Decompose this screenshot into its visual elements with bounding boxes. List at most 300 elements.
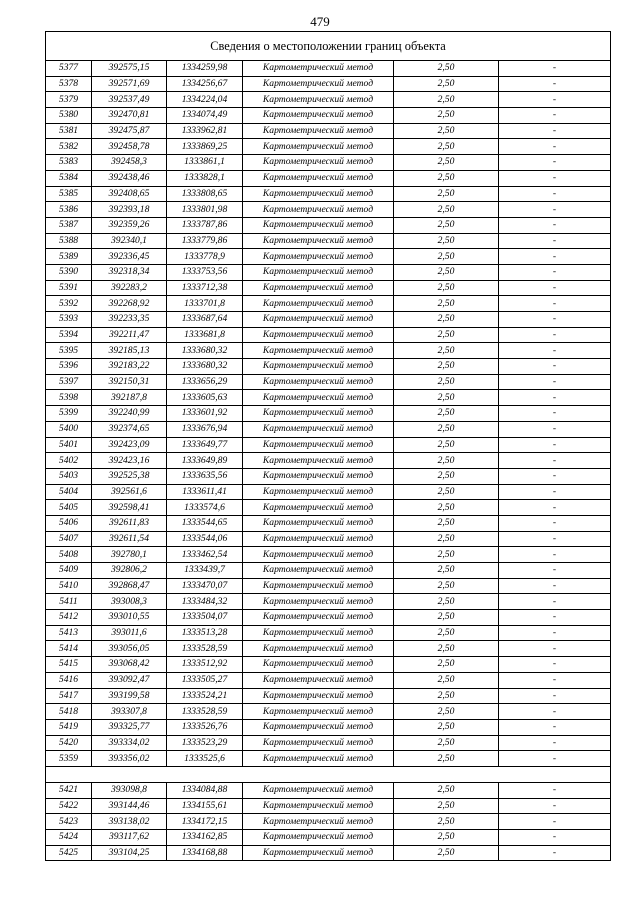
accuracy-cell: 2,50: [394, 641, 499, 657]
y-coordinate-cell: 1333525,6: [167, 751, 243, 767]
description-cell: -: [499, 123, 611, 139]
y-coordinate-cell: 1333869,25: [167, 139, 243, 155]
accuracy-cell: 2,50: [394, 374, 499, 390]
point-number-cell: 5416: [46, 672, 92, 688]
y-coordinate-cell: 1333962,81: [167, 123, 243, 139]
point-number-cell: 5419: [46, 719, 92, 735]
method-cell: Картометрический метод: [243, 578, 394, 594]
y-coordinate-cell: 1333523,29: [167, 735, 243, 751]
description-cell: -: [499, 327, 611, 343]
point-number-cell: 5405: [46, 500, 92, 516]
method-cell: Картометрический метод: [243, 327, 394, 343]
accuracy-cell: 2,50: [394, 390, 499, 406]
x-coordinate-cell: 392475,87: [92, 123, 167, 139]
y-coordinate-cell: 1333687,64: [167, 312, 243, 328]
description-cell: -: [499, 406, 611, 422]
x-coordinate-cell: 392598,41: [92, 500, 167, 516]
description-cell: -: [499, 814, 611, 830]
accuracy-cell: 2,50: [394, 202, 499, 218]
accuracy-cell: 2,50: [394, 343, 499, 359]
point-number-cell: 5387: [46, 217, 92, 233]
boundary-coordinates-table: [45, 31, 611, 861]
description-cell: -: [499, 76, 611, 92]
x-coordinate-cell: 392571,69: [92, 76, 167, 92]
description-cell: -: [499, 421, 611, 437]
table-row: [46, 578, 611, 594]
y-coordinate-cell: 1333681,8: [167, 327, 243, 343]
table-row: [46, 531, 611, 547]
x-coordinate-cell: 392611,83: [92, 515, 167, 531]
table-row: [46, 108, 611, 124]
accuracy-cell: 2,50: [394, 735, 499, 751]
table-row: [46, 657, 611, 673]
description-cell: -: [499, 798, 611, 814]
accuracy-cell: 2,50: [394, 719, 499, 735]
y-coordinate-cell: 1333787,86: [167, 217, 243, 233]
method-cell: Картометрический метод: [243, 92, 394, 108]
x-coordinate-cell: 392438,46: [92, 170, 167, 186]
point-number-cell: 5413: [46, 625, 92, 641]
point-number-cell: 5422: [46, 798, 92, 814]
point-number-cell: 5378: [46, 76, 92, 92]
method-cell: Картометрический метод: [243, 641, 394, 657]
table-row: [46, 500, 611, 516]
table-title-row: [46, 32, 611, 61]
point-number-cell: 5407: [46, 531, 92, 547]
description-cell: -: [499, 594, 611, 610]
method-cell: Картометрический метод: [243, 296, 394, 312]
method-cell: Картометрический метод: [243, 108, 394, 124]
y-coordinate-cell: 1333676,94: [167, 421, 243, 437]
point-number-cell: 5415: [46, 657, 92, 673]
point-number-cell: 5401: [46, 437, 92, 453]
y-coordinate-cell: 1333504,07: [167, 610, 243, 626]
point-number-cell: 5418: [46, 704, 92, 720]
point-number-cell: 5425: [46, 845, 92, 861]
accuracy-cell: 2,50: [394, 688, 499, 704]
x-coordinate-cell: 392393,18: [92, 202, 167, 218]
table-row: [46, 437, 611, 453]
description-cell: -: [499, 202, 611, 218]
accuracy-cell: 2,50: [394, 610, 499, 626]
accuracy-cell: 2,50: [394, 751, 499, 767]
point-number-cell: 5417: [46, 688, 92, 704]
y-coordinate-cell: 1334084,88: [167, 782, 243, 798]
description-cell: -: [499, 108, 611, 124]
accuracy-cell: 2,50: [394, 217, 499, 233]
table-row: [46, 625, 611, 641]
y-coordinate-cell: 1333524,21: [167, 688, 243, 704]
accuracy-cell: 2,50: [394, 798, 499, 814]
accuracy-cell: 2,50: [394, 280, 499, 296]
description-cell: -: [499, 610, 611, 626]
description-cell: -: [499, 625, 611, 641]
description-cell: -: [499, 453, 611, 469]
description-cell: -: [499, 641, 611, 657]
table-row: [46, 845, 611, 861]
table-row: [46, 343, 611, 359]
y-coordinate-cell: 1333828,1: [167, 170, 243, 186]
x-coordinate-cell: 393092,47: [92, 672, 167, 688]
description-cell: -: [499, 515, 611, 531]
point-number-cell: 5414: [46, 641, 92, 657]
table-row: [46, 139, 611, 155]
point-number-cell: 5420: [46, 735, 92, 751]
point-number-cell: 5388: [46, 233, 92, 249]
point-number-cell: 5424: [46, 830, 92, 846]
x-coordinate-cell: 392283,2: [92, 280, 167, 296]
accuracy-cell: 2,50: [394, 814, 499, 830]
description-cell: -: [499, 782, 611, 798]
method-cell: Картометрический метод: [243, 798, 394, 814]
accuracy-cell: 2,50: [394, 92, 499, 108]
table-row: [46, 610, 611, 626]
point-number-cell: 5389: [46, 249, 92, 265]
point-number-cell: 5398: [46, 390, 92, 406]
y-coordinate-cell: 1333528,59: [167, 641, 243, 657]
accuracy-cell: 2,50: [394, 657, 499, 673]
point-number-cell: 5421: [46, 782, 92, 798]
method-cell: Картометрический метод: [243, 390, 394, 406]
accuracy-cell: 2,50: [394, 515, 499, 531]
y-coordinate-cell: 1333470,07: [167, 578, 243, 594]
method-cell: Картометрический метод: [243, 830, 394, 846]
table-row: [46, 814, 611, 830]
y-coordinate-cell: 1333513,28: [167, 625, 243, 641]
method-cell: Картометрический метод: [243, 453, 394, 469]
point-number-cell: 5385: [46, 186, 92, 202]
method-cell: Картометрический метод: [243, 704, 394, 720]
accuracy-cell: 2,50: [394, 845, 499, 861]
description-cell: -: [499, 657, 611, 673]
description-cell: -: [499, 437, 611, 453]
method-cell: Картометрический метод: [243, 359, 394, 375]
point-number-cell: 5399: [46, 406, 92, 422]
y-coordinate-cell: 1333861,1: [167, 155, 243, 171]
y-coordinate-cell: 1333808,65: [167, 186, 243, 202]
x-coordinate-cell: 393117,62: [92, 830, 167, 846]
table-row: [46, 406, 611, 422]
description-cell: -: [499, 735, 611, 751]
x-coordinate-cell: 392470,81: [92, 108, 167, 124]
table-row: [46, 123, 611, 139]
description-cell: -: [499, 374, 611, 390]
x-coordinate-cell: 393104,25: [92, 845, 167, 861]
y-coordinate-cell: 1333680,32: [167, 359, 243, 375]
accuracy-cell: 2,50: [394, 123, 499, 139]
method-cell: Картометрический метод: [243, 531, 394, 547]
point-number-cell: 5384: [46, 170, 92, 186]
table-row: [46, 359, 611, 375]
point-number-cell: 5393: [46, 312, 92, 328]
description-cell: -: [499, 468, 611, 484]
method-cell: Картометрический метод: [243, 155, 394, 171]
description-cell: -: [499, 704, 611, 720]
coordinates-document: [45, 31, 610, 861]
method-cell: Картометрический метод: [243, 500, 394, 516]
point-number-cell: 5402: [46, 453, 92, 469]
method-cell: Картометрический метод: [243, 563, 394, 579]
table-row: [46, 280, 611, 296]
table-row: [46, 374, 611, 390]
description-cell: -: [499, 170, 611, 186]
x-coordinate-cell: 392240,99: [92, 406, 167, 422]
description-cell: -: [499, 233, 611, 249]
description-cell: -: [499, 186, 611, 202]
x-coordinate-cell: 392185,13: [92, 343, 167, 359]
description-cell: -: [499, 830, 611, 846]
description-cell: -: [499, 578, 611, 594]
accuracy-cell: 2,50: [394, 453, 499, 469]
description-cell: -: [499, 845, 611, 861]
method-cell: Картометрический метод: [243, 264, 394, 280]
y-coordinate-cell: 1333753,56: [167, 264, 243, 280]
table-row: [46, 296, 611, 312]
x-coordinate-cell: 392211,47: [92, 327, 167, 343]
method-cell: Картометрический метод: [243, 343, 394, 359]
accuracy-cell: 2,50: [394, 155, 499, 171]
accuracy-cell: 2,50: [394, 578, 499, 594]
table-row: [46, 672, 611, 688]
point-number-cell: 5403: [46, 468, 92, 484]
accuracy-cell: 2,50: [394, 830, 499, 846]
table-row: [46, 798, 611, 814]
method-cell: Картометрический метод: [243, 233, 394, 249]
method-cell: Картометрический метод: [243, 312, 394, 328]
method-cell: Картометрический метод: [243, 735, 394, 751]
x-coordinate-cell: 393325,77: [92, 719, 167, 735]
point-number-cell: 5383: [46, 155, 92, 171]
point-number-cell: 5381: [46, 123, 92, 139]
table-title: Сведения о местоположении границ объекта: [46, 32, 611, 61]
x-coordinate-cell: 393356,02: [92, 751, 167, 767]
method-cell: Картометрический метод: [243, 437, 394, 453]
table-row: [46, 484, 611, 500]
point-number-cell: 5400: [46, 421, 92, 437]
y-coordinate-cell: 1334074,49: [167, 108, 243, 124]
method-cell: Картометрический метод: [243, 672, 394, 688]
method-cell: Картометрический метод: [243, 61, 394, 77]
description-cell: -: [499, 92, 611, 108]
point-number-cell: 5390: [46, 264, 92, 280]
accuracy-cell: 2,50: [394, 108, 499, 124]
table-row: [46, 264, 611, 280]
description-cell: -: [499, 484, 611, 500]
x-coordinate-cell: 392268,92: [92, 296, 167, 312]
y-coordinate-cell: 1333512,92: [167, 657, 243, 673]
x-coordinate-cell: 392780,1: [92, 547, 167, 563]
method-cell: Картометрический метод: [243, 374, 394, 390]
method-cell: Картометрический метод: [243, 484, 394, 500]
x-coordinate-cell: 392233,35: [92, 312, 167, 328]
method-cell: Картометрический метод: [243, 657, 394, 673]
table-row: [46, 751, 611, 767]
method-cell: Картометрический метод: [243, 515, 394, 531]
table-row: [46, 61, 611, 77]
table-row: [46, 830, 611, 846]
y-coordinate-cell: 1333778,9: [167, 249, 243, 265]
accuracy-cell: 2,50: [394, 547, 499, 563]
method-cell: Картометрический метод: [243, 610, 394, 626]
point-number-cell: 5382: [46, 139, 92, 155]
y-coordinate-cell: 1333611,41: [167, 484, 243, 500]
x-coordinate-cell: 392458,78: [92, 139, 167, 155]
table-row: [46, 704, 611, 720]
point-number-cell: 5396: [46, 359, 92, 375]
description-cell: -: [499, 343, 611, 359]
table-row: [46, 312, 611, 328]
description-cell: -: [499, 155, 611, 171]
accuracy-cell: 2,50: [394, 186, 499, 202]
table-row: [46, 186, 611, 202]
description-cell: -: [499, 296, 611, 312]
point-number-cell: 5423: [46, 814, 92, 830]
x-coordinate-cell: 392423,09: [92, 437, 167, 453]
y-coordinate-cell: 1333656,29: [167, 374, 243, 390]
method-cell: Картометрический метод: [243, 76, 394, 92]
x-coordinate-cell: 392561,6: [92, 484, 167, 500]
y-coordinate-cell: 1333801,98: [167, 202, 243, 218]
table-row: [46, 641, 611, 657]
table-row: [46, 453, 611, 469]
accuracy-cell: 2,50: [394, 563, 499, 579]
y-coordinate-cell: 1333544,06: [167, 531, 243, 547]
method-cell: Картометрический метод: [243, 688, 394, 704]
y-coordinate-cell: 1333701,8: [167, 296, 243, 312]
method-cell: Картометрический метод: [243, 139, 394, 155]
table-row: [46, 719, 611, 735]
y-coordinate-cell: 1333574,6: [167, 500, 243, 516]
table-row: [46, 327, 611, 343]
accuracy-cell: 2,50: [394, 296, 499, 312]
method-cell: Картометрический метод: [243, 421, 394, 437]
x-coordinate-cell: 393098,8: [92, 782, 167, 798]
point-number-cell: 5412: [46, 610, 92, 626]
method-cell: Картометрический метод: [243, 845, 394, 861]
description-cell: -: [499, 672, 611, 688]
method-cell: Картометрический метод: [243, 202, 394, 218]
y-coordinate-cell: 1333528,59: [167, 704, 243, 720]
table-row: [46, 468, 611, 484]
x-coordinate-cell: 392611,54: [92, 531, 167, 547]
point-number-cell: 5406: [46, 515, 92, 531]
point-number-cell: 5377: [46, 61, 92, 77]
point-number-cell: 5395: [46, 343, 92, 359]
table-row: [46, 547, 611, 563]
description-cell: -: [499, 139, 611, 155]
method-cell: Картометрический метод: [243, 594, 394, 610]
x-coordinate-cell: 393068,42: [92, 657, 167, 673]
x-coordinate-cell: 393008,3: [92, 594, 167, 610]
y-coordinate-cell: 1333462,54: [167, 547, 243, 563]
y-coordinate-cell: 1333649,77: [167, 437, 243, 453]
accuracy-cell: 2,50: [394, 531, 499, 547]
accuracy-cell: 2,50: [394, 437, 499, 453]
accuracy-cell: 2,50: [394, 170, 499, 186]
table-row: [46, 233, 611, 249]
method-cell: Картометрический метод: [243, 249, 394, 265]
accuracy-cell: 2,50: [394, 704, 499, 720]
point-number-cell: 5386: [46, 202, 92, 218]
table-row: [46, 594, 611, 610]
y-coordinate-cell: 1333544,65: [167, 515, 243, 531]
method-cell: Картометрический метод: [243, 719, 394, 735]
y-coordinate-cell: 1334162,85: [167, 830, 243, 846]
point-number-cell: 5408: [46, 547, 92, 563]
point-number-cell: 5394: [46, 327, 92, 343]
description-cell: -: [499, 249, 611, 265]
table-row: [46, 170, 611, 186]
description-cell: -: [499, 312, 611, 328]
description-cell: -: [499, 751, 611, 767]
table-row: [46, 92, 611, 108]
method-cell: Картометрический метод: [243, 625, 394, 641]
accuracy-cell: 2,50: [394, 233, 499, 249]
x-coordinate-cell: 392458,3: [92, 155, 167, 171]
accuracy-cell: 2,50: [394, 782, 499, 798]
description-cell: -: [499, 563, 611, 579]
x-coordinate-cell: 392359,26: [92, 217, 167, 233]
description-cell: -: [499, 359, 611, 375]
table-row: [46, 155, 611, 171]
x-coordinate-cell: 393144,46: [92, 798, 167, 814]
description-cell: -: [499, 390, 611, 406]
method-cell: Картометрический метод: [243, 123, 394, 139]
table-row: [46, 249, 611, 265]
x-coordinate-cell: 392408,65: [92, 186, 167, 202]
accuracy-cell: 2,50: [394, 312, 499, 328]
y-coordinate-cell: 1333712,38: [167, 280, 243, 296]
point-number-cell: 5380: [46, 108, 92, 124]
table-row: [46, 202, 611, 218]
method-cell: Картометрический метод: [243, 547, 394, 563]
table-row: [46, 735, 611, 751]
description-cell: -: [499, 217, 611, 233]
method-cell: Картометрический метод: [243, 468, 394, 484]
y-coordinate-cell: 1333484,32: [167, 594, 243, 610]
accuracy-cell: 2,50: [394, 625, 499, 641]
point-number-cell: 5409: [46, 563, 92, 579]
table-row: [46, 782, 611, 798]
table-row: [46, 421, 611, 437]
description-cell: -: [499, 688, 611, 704]
method-cell: Картометрический метод: [243, 814, 394, 830]
method-cell: Картометрический метод: [243, 751, 394, 767]
point-number-cell: 5359: [46, 751, 92, 767]
y-coordinate-cell: 1333505,27: [167, 672, 243, 688]
description-cell: -: [499, 547, 611, 563]
method-cell: Картометрический метод: [243, 782, 394, 798]
accuracy-cell: 2,50: [394, 61, 499, 77]
x-coordinate-cell: 393056,05: [92, 641, 167, 657]
accuracy-cell: 2,50: [394, 421, 499, 437]
method-cell: Картометрический метод: [243, 406, 394, 422]
x-coordinate-cell: 392183,22: [92, 359, 167, 375]
x-coordinate-cell: 392374,65: [92, 421, 167, 437]
x-coordinate-cell: 392806,2: [92, 563, 167, 579]
accuracy-cell: 2,50: [394, 249, 499, 265]
description-cell: -: [499, 61, 611, 77]
description-cell: -: [499, 264, 611, 280]
x-coordinate-cell: 393011,6: [92, 625, 167, 641]
accuracy-cell: 2,50: [394, 76, 499, 92]
x-coordinate-cell: 392318,34: [92, 264, 167, 280]
table-row: [46, 217, 611, 233]
description-cell: -: [499, 719, 611, 735]
y-coordinate-cell: 1333526,76: [167, 719, 243, 735]
table-row: [46, 563, 611, 579]
accuracy-cell: 2,50: [394, 139, 499, 155]
